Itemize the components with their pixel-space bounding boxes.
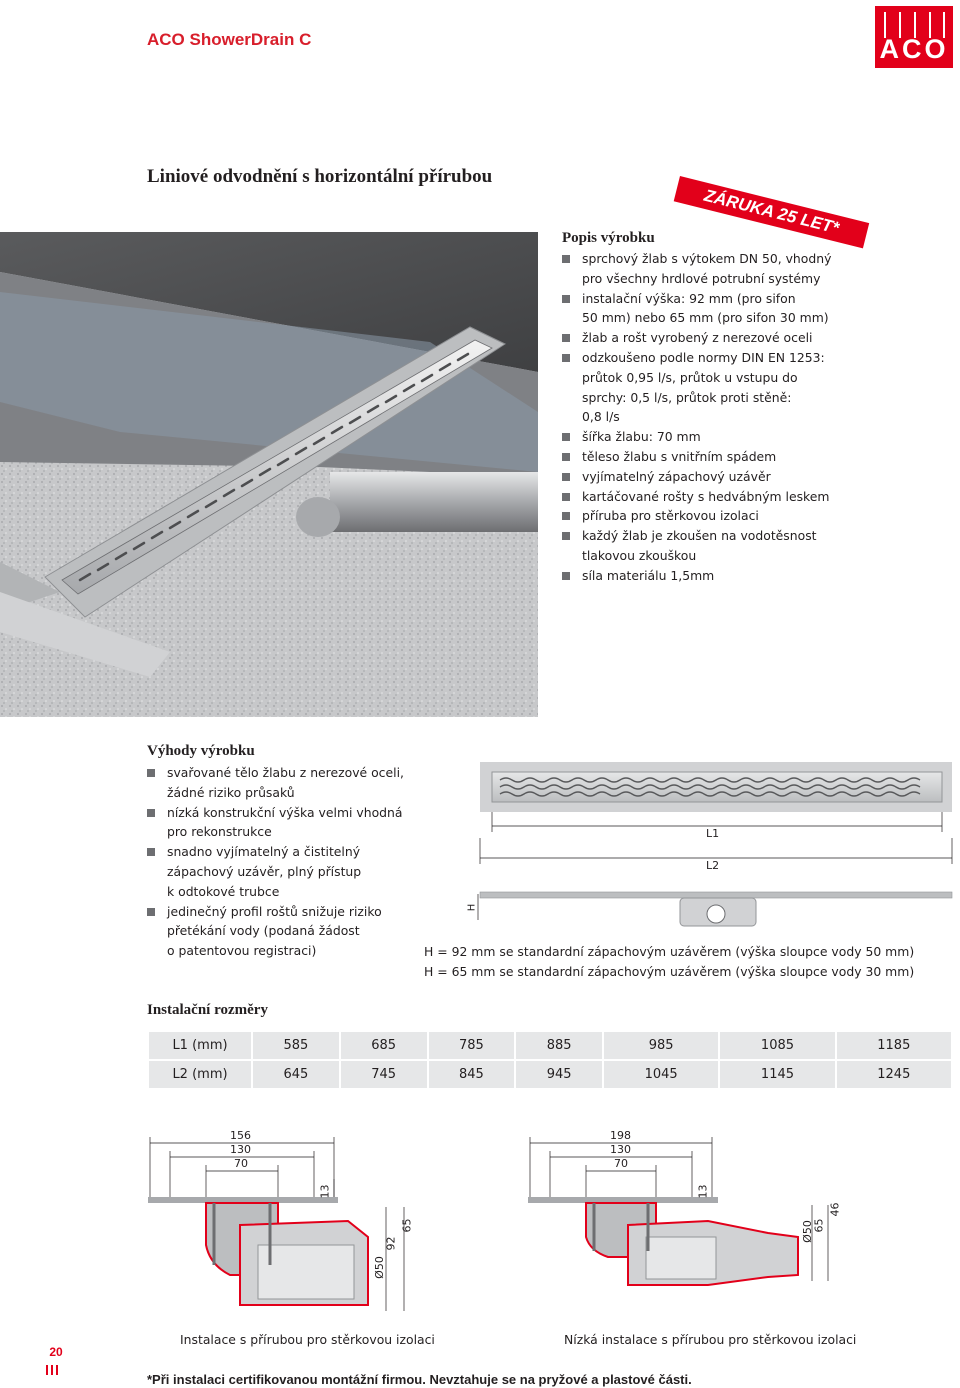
table-cell: 945 xyxy=(516,1061,602,1088)
list-item-line: žlab a rošt vyrobený z nerezové oceli xyxy=(582,330,813,346)
dim-70: 70 xyxy=(614,1157,628,1170)
height-note-92: H = 92 mm se standardní zápachovým uzávěrem (výška sloupce vody 50 mm) xyxy=(424,944,915,959)
list-item xyxy=(562,526,952,566)
list-item-line: jedinečný profil roštů snižuje riziko xyxy=(167,903,382,919)
list-item xyxy=(147,763,447,803)
dim-d50: Ø50 xyxy=(800,1220,814,1243)
list-item-line: šířka žlabu: 70 mm xyxy=(582,429,701,445)
table-cell: 1085 xyxy=(720,1032,834,1059)
list-item xyxy=(147,902,447,961)
table-cell: 1245 xyxy=(837,1061,951,1088)
list-item xyxy=(562,566,952,586)
caption-low: Nízká instalace s přírubou pro stěrkovou izolaci xyxy=(564,1332,857,1347)
caption-standard: Instalace s přírubou pro stěrkovou izolaci xyxy=(180,1332,435,1347)
table-cell: 785 xyxy=(429,1032,515,1059)
table-cell: 1145 xyxy=(720,1061,834,1088)
list-item-line: tlakovou zkouškou xyxy=(582,547,697,563)
list-item-line: průtok 0,95 l/s, průtok u vstupu do xyxy=(582,369,798,385)
page-title: Liniové odvodnění s horizontální přírubou xyxy=(147,166,493,187)
list-item-line: snadno vyjímatelný a čistitelný xyxy=(167,844,361,860)
dim-130: 130 xyxy=(230,1143,251,1156)
list-item xyxy=(147,803,447,843)
table-row xyxy=(149,1061,951,1088)
dim-65: 65 xyxy=(812,1218,826,1233)
list-item-line: k odtokové trubce xyxy=(167,883,280,899)
row-label-l1: L1 (mm) xyxy=(149,1032,251,1059)
aco-logo xyxy=(875,6,953,68)
list-item xyxy=(562,427,952,447)
description-heading: Popis výrobku xyxy=(562,230,655,246)
list-item-line: svařované tělo žlabu z nerezové oceli, xyxy=(167,765,404,780)
dim-65: 65 xyxy=(400,1218,414,1233)
list-item-line: o patentovou registraci) xyxy=(167,943,317,959)
row-label-l2: L2 (mm) xyxy=(149,1061,251,1088)
list-item-line: instalační výška: 92 mm (pro sifon xyxy=(582,290,796,306)
list-item-line: každý žlab je zkoušen na vodotěsnost xyxy=(582,528,817,544)
brand-title: ACO ShowerDrain C xyxy=(147,30,312,49)
table-cell: 645 xyxy=(253,1061,339,1088)
page-mark-icon xyxy=(46,1360,58,1370)
list-item xyxy=(562,328,952,348)
list-item xyxy=(562,506,952,526)
list-item-line: těleso žlabu s vnitřním spádem xyxy=(582,448,777,464)
list-item xyxy=(562,447,952,467)
dim-198: 198 xyxy=(610,1129,631,1142)
list-item xyxy=(562,289,952,329)
dim-70: 70 xyxy=(234,1157,248,1170)
label-h: H xyxy=(466,903,478,912)
list-item-line: kartáčované rošty s hedvábným leskem xyxy=(582,488,830,504)
dim-156: 156 xyxy=(230,1129,251,1142)
table-cell: 845 xyxy=(429,1061,515,1088)
footnote: *Při instalaci certifikovanou montážní firmou. Nevztahuje se na pryžové a plastové části. xyxy=(147,1372,692,1387)
dimensions-heading: Instalační rozměry xyxy=(147,1002,268,1018)
label-l2: L2 xyxy=(706,859,720,872)
list-item-line: sprchy: 0,5 l/s, průtok proti stěně: xyxy=(582,389,792,405)
dim-130: 130 xyxy=(610,1143,631,1156)
table-cell: 1045 xyxy=(604,1061,718,1088)
list-item-line: sprchový žlab s výtokem DN 50, vhodný xyxy=(582,251,832,266)
list-item-line: síla materiálu 1,5mm xyxy=(582,567,715,583)
description-list xyxy=(562,249,952,586)
dim-d50: Ø50 xyxy=(372,1256,386,1279)
logo-text: ACO xyxy=(879,34,949,64)
table-cell: 985 xyxy=(604,1032,718,1059)
advantages-heading: Výhody výrobku xyxy=(147,743,255,759)
list-item-line: odzkoušeno podle normy DIN EN 1253: xyxy=(582,349,825,365)
table-cell: 585 xyxy=(253,1032,339,1059)
dim-92: 92 xyxy=(384,1236,398,1251)
table-cell: 745 xyxy=(341,1061,427,1088)
dimensions-table xyxy=(147,1030,953,1090)
height-note-65: H = 65 mm se standardní zápachovým uzávěrem (výška sloupce vody 30 mm) xyxy=(424,964,915,979)
dim-13: 13 xyxy=(318,1184,332,1199)
dim-46: 46 xyxy=(828,1202,842,1217)
list-item-line: vyjímatelný zápachový uzávěr xyxy=(582,468,771,484)
label-l1: L1 xyxy=(706,827,720,840)
table-cell: 685 xyxy=(341,1032,427,1059)
list-item-line: zápachový uzávěr, plný přístup xyxy=(167,863,362,879)
list-item-line: pro všechny hrdlové potrubní systémy xyxy=(582,270,821,286)
drain-dimension-diagram xyxy=(466,760,954,940)
list-item-line: pro rekonstrukce xyxy=(167,824,272,840)
table-cell: 885 xyxy=(516,1032,602,1059)
page-number: 20 xyxy=(49,1345,63,1359)
list-item xyxy=(562,487,952,507)
list-item-line: 50 mm) nebo 65 mm (pro sifon 30 mm) xyxy=(582,310,829,326)
dim-13: 13 xyxy=(696,1184,710,1199)
table-cell: 1185 xyxy=(837,1032,951,1059)
cross-section-low xyxy=(528,1125,858,1325)
list-item-line: přetékání vody (podaná žádost xyxy=(167,923,360,939)
advantages-list xyxy=(147,763,447,961)
list-item xyxy=(562,467,952,487)
cross-section-standard xyxy=(148,1125,428,1325)
table-row xyxy=(149,1032,951,1059)
list-item-line: příruba pro stěrkovou izolaci xyxy=(582,508,759,524)
list-item-line: žádné riziko průsaků xyxy=(167,784,295,800)
list-item-line: nízká konstrukční výška velmi vhodná xyxy=(167,804,403,820)
list-item xyxy=(562,249,952,289)
list-item xyxy=(147,842,447,901)
list-item xyxy=(562,348,952,427)
guarantee-badge: ZÁRUKA 25 LET* xyxy=(674,176,869,248)
product-photo xyxy=(0,232,538,717)
list-item-line: 0,8 l/s xyxy=(582,409,620,425)
